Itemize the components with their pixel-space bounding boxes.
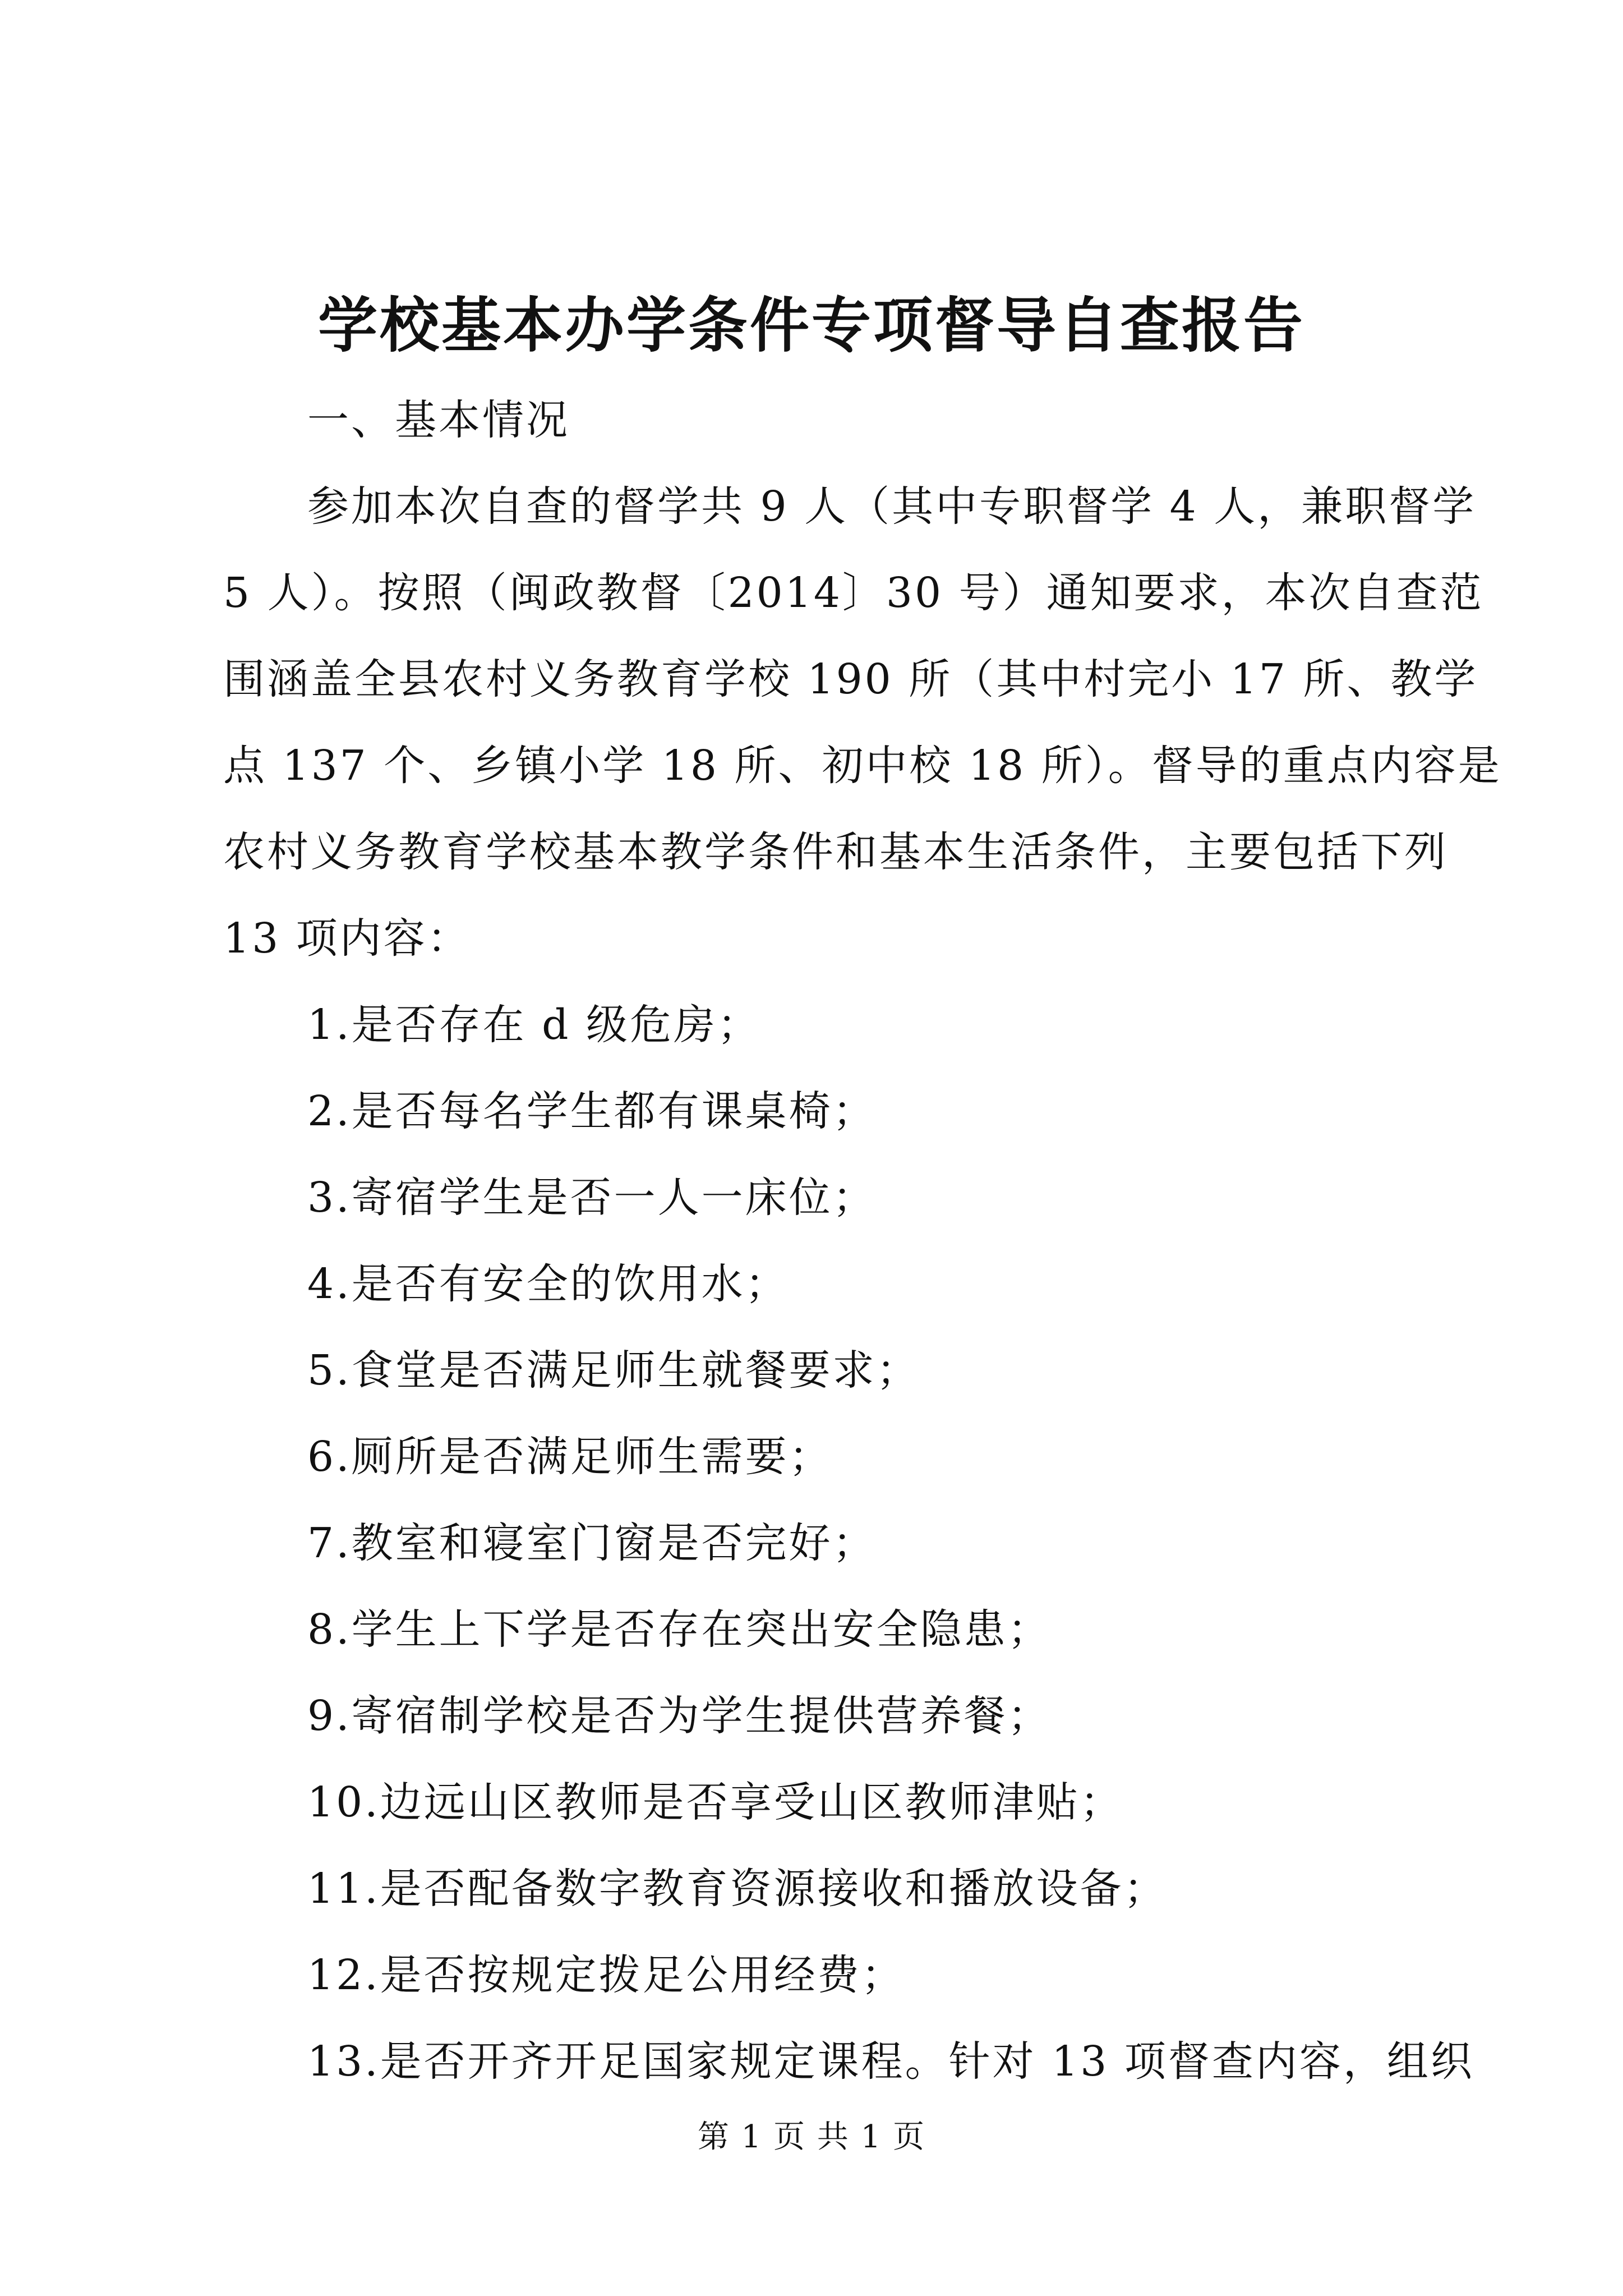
list-item: 1.是否存在 d 级危房； [307,1001,762,1049]
list-item: 3.寄宿学生是否一人一床位； [307,1174,877,1222]
section-heading: 一、基本情况 [307,396,570,444]
paragraph-line: 5 人）。按照（闽政教督〔2014〕30 号）通知要求，本次自查范 [223,569,1484,617]
list-item: 11.是否配备数字教育资源接收和播放设备； [307,1865,1168,1913]
paragraph-line: 围涵盖全县农村义务教育学校 190 所（其中村完小 17 所、教学 [223,655,1478,703]
list-item: 5.食堂是否满足师生就餐要求； [307,1346,920,1395]
document-title: 学校基本办学条件专项督导自查报告 [318,290,1305,360]
list-item: 8.学生上下学是否存在突出安全隐患； [307,1605,1052,1654]
list-item: 10.边远山区教师是否享受山区教师津贴； [307,1778,1124,1826]
document-body [223,377,1502,2105]
list-item: 13.是否开齐开足国家规定课程。针对 13 项督查内容，组织 [307,2037,1474,2086]
list-item: 4.是否有安全的饮用水； [307,1260,789,1308]
list-item: 7.教室和寝室门窗是否完好； [307,1519,877,1567]
paragraph-line: 点 137 个、乡镇小学 18 所、初中校 18 所）。督导的重点内容是 [223,742,1502,790]
paragraph-line: 农村义务教育学校基本教学条件和基本生活条件，主要包括下列 [223,828,1448,876]
page-footer: 第 1 页 共 1 页 [697,2119,926,2155]
list-item: 2.是否每名学生都有课桌椅； [307,1087,877,1135]
list-item: 12.是否按规定拨足公用经费； [307,1951,905,1999]
paragraph-line: 13 项内容： [223,914,471,963]
paragraph-line: 参加本次自查的督学共 9 人（其中专职督学 4 人，兼职督学 [307,482,1477,531]
list-item: 6.厕所是否满足师生需要； [307,1433,833,1481]
list-item: 9.寄宿制学校是否为学生提供营养餐； [307,1692,1052,1740]
